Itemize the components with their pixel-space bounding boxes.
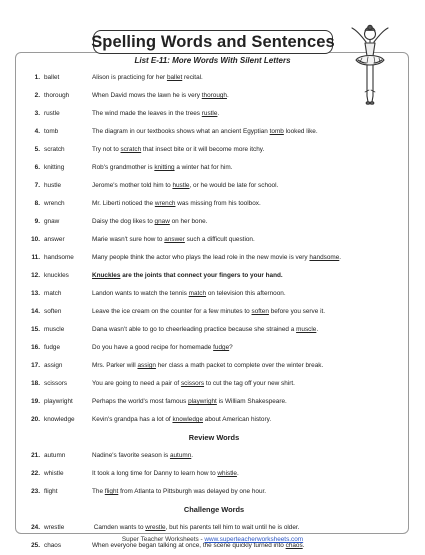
spelling-word: autumn bbox=[44, 452, 66, 459]
underlined-word: match bbox=[188, 290, 207, 297]
word-row bbox=[28, 123, 400, 141]
sentence-after: before you serve it. bbox=[268, 308, 326, 315]
example-sentence bbox=[92, 141, 264, 159]
example-sentence bbox=[92, 465, 239, 483]
row-number: 25. bbox=[31, 542, 40, 549]
word-row bbox=[28, 231, 400, 249]
sentence-after: are the joints that connect your fingers to your hand. bbox=[120, 272, 283, 279]
spelling-word: fudge bbox=[44, 344, 60, 351]
underlined-word: muscle bbox=[296, 326, 317, 333]
sentence-before: Marie wasn't sure how to bbox=[92, 236, 165, 243]
spelling-word: hustle bbox=[44, 182, 62, 189]
sentence-after: . bbox=[339, 254, 342, 261]
spelling-word: soften bbox=[44, 308, 62, 315]
sentence-before: The wind made the leaves in the trees bbox=[92, 110, 202, 117]
sentence-after: from Atlanta to Pittsburgh was delayed by one hour. bbox=[118, 488, 267, 495]
spelling-word: rustle bbox=[44, 110, 60, 117]
example-sentence bbox=[92, 447, 193, 465]
underlined-word: autumn bbox=[169, 452, 192, 459]
example-sentence bbox=[92, 177, 278, 195]
row-number: 4. bbox=[34, 128, 40, 135]
word-row bbox=[28, 267, 400, 285]
sentence-before: Do you have a good recipe for homemade bbox=[92, 344, 214, 351]
sentence-after: . bbox=[226, 92, 229, 99]
row-number: 23. bbox=[31, 488, 40, 495]
sentence-before: Alison is practicing for her bbox=[92, 74, 167, 81]
page-subtitle: List E-11: More Words With Silent Letters bbox=[134, 56, 291, 65]
row-number: 8. bbox=[34, 200, 40, 207]
word-row bbox=[28, 87, 400, 105]
spelling-word: match bbox=[44, 290, 62, 297]
sentence-after: looked like. bbox=[283, 128, 318, 135]
example-sentence bbox=[92, 105, 219, 123]
sentence-before: Rob's grandmother is bbox=[92, 164, 155, 171]
sentence-before: Mr. Liberti noticed the bbox=[92, 200, 155, 207]
word-row bbox=[28, 159, 400, 177]
word-row bbox=[28, 393, 400, 411]
row-number: 19. bbox=[31, 398, 40, 405]
spelling-word: gnaw bbox=[44, 218, 60, 225]
spelling-word: assign bbox=[44, 362, 63, 369]
row-number: 13. bbox=[31, 290, 40, 297]
spelling-word: playwright bbox=[44, 398, 73, 405]
word-list bbox=[28, 69, 400, 555]
footer bbox=[0, 536, 425, 543]
sentence-before: When David mows the lawn he is very bbox=[92, 92, 202, 99]
row-number: 12. bbox=[31, 272, 40, 279]
spelling-word: knuckles bbox=[44, 272, 69, 279]
row-number: 15. bbox=[31, 326, 40, 333]
example-sentence bbox=[92, 87, 229, 105]
example-sentence bbox=[92, 321, 318, 339]
word-row bbox=[28, 285, 400, 303]
sentence-after: . bbox=[236, 470, 239, 477]
row-number: 10. bbox=[31, 236, 40, 243]
sentence-after: . bbox=[191, 452, 194, 459]
sentence-before: You are going to need a pair of bbox=[92, 380, 181, 387]
sentence-after: . bbox=[316, 326, 319, 333]
sentence-after: ? bbox=[229, 344, 233, 351]
example-sentence bbox=[92, 285, 286, 303]
underlined-word: soften bbox=[251, 308, 269, 315]
word-row bbox=[28, 141, 400, 159]
sentence-before: Daisy the dog likes to bbox=[92, 218, 155, 225]
row-number: 6. bbox=[34, 164, 40, 171]
spelling-word: handsome bbox=[44, 254, 74, 261]
underlined-word: flight bbox=[104, 488, 119, 495]
example-sentence bbox=[92, 303, 325, 321]
row-number: 7. bbox=[34, 182, 40, 189]
row-number: 16. bbox=[31, 344, 40, 351]
row-number: 21. bbox=[31, 452, 40, 459]
word-row bbox=[28, 411, 400, 429]
footer-link[interactable]: www.superteacherworksheets.com bbox=[204, 536, 304, 543]
spelling-word: ballet bbox=[44, 74, 60, 81]
example-sentence bbox=[92, 69, 203, 87]
underlined-word: rustle bbox=[201, 110, 218, 117]
sentence-after: , but his parents tell him to wait until he is older. bbox=[165, 524, 300, 531]
sentence-before: Nadine's favorite season is bbox=[92, 452, 170, 459]
row-number: 22. bbox=[31, 470, 40, 477]
row-number: 11. bbox=[31, 254, 40, 261]
spelling-word: muscle bbox=[44, 326, 65, 333]
spelling-word: flight bbox=[44, 488, 58, 495]
sentence-before: The bbox=[92, 488, 105, 495]
sentence-before: Perhaps the world's most famous bbox=[92, 398, 189, 405]
underlined-word: handsome bbox=[309, 254, 340, 261]
sentence-after: . bbox=[217, 110, 220, 117]
sentence-before: Jerome's mother told him to bbox=[92, 182, 173, 189]
sentence-after: to cut the tag off your new shirt. bbox=[204, 380, 295, 387]
word-row bbox=[28, 321, 400, 339]
example-sentence bbox=[92, 411, 271, 429]
footer-brand: Super Teacher Worksheets - bbox=[121, 536, 205, 543]
sentence-before: Try not to bbox=[92, 146, 121, 153]
word-row bbox=[28, 357, 400, 375]
sentence-before: Mrs. Parker will bbox=[92, 362, 138, 369]
row-number: 3. bbox=[34, 110, 40, 117]
underlined-word: knowledge bbox=[172, 416, 204, 423]
underlined-word: scratch bbox=[120, 146, 142, 153]
sentence-after: . bbox=[302, 542, 305, 549]
spelling-word: chaos bbox=[44, 542, 62, 549]
spelling-word: wrench bbox=[44, 200, 65, 207]
example-sentence bbox=[92, 267, 283, 285]
sentence-before: Dana wasn't able to go to cheerleading practice because she strained a bbox=[92, 326, 297, 333]
row-number: 18. bbox=[31, 380, 40, 387]
word-row bbox=[28, 177, 400, 195]
underlined-word: Knuckles bbox=[92, 272, 121, 279]
row-number: 2. bbox=[34, 92, 40, 99]
sentence-before: Leave the ice cream on the counter for a few minutes to bbox=[92, 308, 252, 315]
spelling-word: knowledge bbox=[44, 416, 75, 423]
row-number: 9. bbox=[34, 218, 40, 225]
title-box bbox=[93, 30, 333, 54]
underlined-word: whistle bbox=[217, 470, 237, 477]
word-row bbox=[28, 249, 400, 267]
word-row bbox=[28, 69, 400, 87]
spelling-word: knitting bbox=[44, 164, 65, 171]
example-sentence bbox=[92, 519, 299, 537]
word-row bbox=[28, 519, 400, 537]
underlined-word: ballet bbox=[166, 74, 183, 81]
underlined-word: fudge bbox=[213, 344, 230, 351]
example-sentence bbox=[92, 339, 233, 357]
example-sentence bbox=[92, 213, 207, 231]
row-number: 14. bbox=[31, 308, 40, 315]
spelling-word: scratch bbox=[44, 146, 65, 153]
example-sentence bbox=[92, 159, 232, 177]
sentence-after: is William Shakespeare. bbox=[216, 398, 287, 405]
sentence-before: Many people think the actor who plays the lead role in the new movie is very bbox=[92, 254, 310, 261]
underlined-word: answer bbox=[164, 236, 185, 243]
underlined-word: wrench bbox=[154, 200, 176, 207]
underlined-word: playwright bbox=[188, 398, 217, 405]
spelling-word: tomb bbox=[44, 128, 59, 135]
sentence-after: on her bone. bbox=[169, 218, 208, 225]
example-sentence bbox=[92, 357, 323, 375]
sentence-after: about American history. bbox=[203, 416, 272, 423]
sentence-before: Kevin's grandpa has a lot of bbox=[92, 416, 173, 423]
spelling-word: scissors bbox=[44, 380, 68, 387]
challenge-words-heading: Challenge Words bbox=[183, 505, 245, 514]
example-sentence bbox=[92, 231, 255, 249]
underlined-word: assign bbox=[137, 362, 156, 369]
word-row bbox=[28, 105, 400, 123]
word-row bbox=[28, 465, 400, 483]
underlined-word: hustle bbox=[172, 182, 190, 189]
page-title: Spelling Words and Sentences bbox=[91, 32, 335, 51]
underlined-word: tomb bbox=[269, 128, 284, 135]
word-row bbox=[28, 213, 400, 231]
review-word-rows bbox=[28, 447, 400, 501]
row-number: 20. bbox=[31, 416, 40, 423]
underlined-word: gnaw bbox=[154, 218, 170, 225]
spelling-word: wrestle bbox=[44, 524, 65, 531]
main-word-rows bbox=[28, 69, 400, 429]
word-row bbox=[28, 303, 400, 321]
sentence-before: The diagram in our textbooks shows what an ancient Egyptian bbox=[92, 128, 270, 135]
review-words-heading: Review Words bbox=[188, 433, 240, 442]
sentence-before: Camden wants to bbox=[92, 524, 146, 531]
underlined-word: chaos bbox=[285, 542, 303, 549]
sentence-after: a winter hat for him. bbox=[174, 164, 233, 171]
row-number: 17. bbox=[31, 362, 40, 369]
sentence-after: recital. bbox=[182, 74, 203, 81]
underlined-word: knitting bbox=[154, 164, 175, 171]
sentence-after: her class a math packet to complete over the winter break. bbox=[155, 362, 324, 369]
underlined-word: wrestle bbox=[145, 524, 166, 531]
row-number: 5. bbox=[34, 146, 40, 153]
sentence-after: on television this afternoon. bbox=[206, 290, 286, 297]
sentence-before: It took a long time for Danny to learn how to bbox=[92, 470, 218, 477]
example-sentence bbox=[92, 483, 266, 501]
spelling-word: answer bbox=[44, 236, 65, 243]
sentence-after: , or he would be late for school. bbox=[189, 182, 279, 189]
word-row bbox=[28, 447, 400, 465]
sentence-after: that insect bite or it will become more itchy. bbox=[141, 146, 265, 153]
row-number: 1. bbox=[34, 74, 40, 81]
sentence-before: Landon wants to watch the tennis bbox=[92, 290, 189, 297]
sentence-after: was missing from his toolbox. bbox=[175, 200, 261, 207]
word-row bbox=[28, 339, 400, 357]
word-row bbox=[28, 375, 400, 393]
example-sentence bbox=[92, 123, 318, 141]
sentence-after: such a difficult question. bbox=[184, 236, 255, 243]
example-sentence bbox=[92, 375, 295, 393]
word-row bbox=[28, 195, 400, 213]
example-sentence bbox=[92, 393, 287, 411]
example-sentence bbox=[92, 249, 341, 267]
underlined-word: scissors bbox=[180, 380, 205, 387]
spelling-word: whistle bbox=[44, 470, 64, 477]
example-sentence bbox=[92, 195, 261, 213]
word-row bbox=[28, 483, 400, 501]
sentence-before: When everyone began talking at once, the scene quickly turned into bbox=[92, 542, 286, 549]
spelling-word: thorough bbox=[44, 92, 70, 99]
row-number: 24. bbox=[31, 524, 40, 531]
underlined-word: thorough bbox=[201, 92, 227, 99]
